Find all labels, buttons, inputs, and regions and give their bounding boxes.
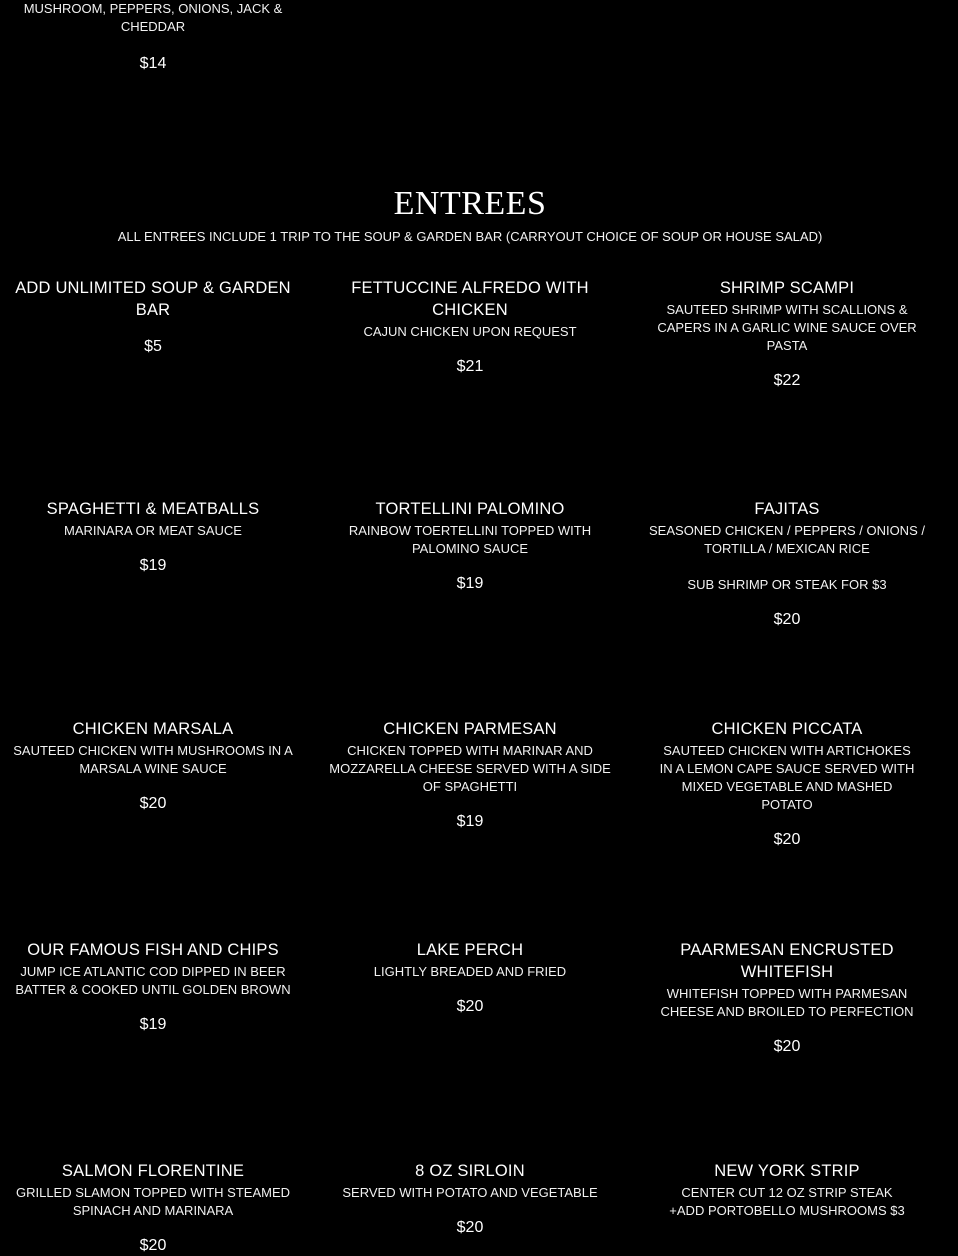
menu-item <box>12 939 294 1035</box>
item-description: JUMP ICE ATLANTIC COD DIPPED IN BEER BATTER & COOKED UNTIL GOLDEN BROWN <box>15 964 291 997</box>
item-name: 8 OZ SIRLOIN <box>415 1162 525 1180</box>
item-price: $19 <box>456 575 484 592</box>
item-description: SAUTEED CHICKEN WITH MUSHROOMS IN A MARSALA WINE SAUCE <box>13 743 293 776</box>
previous-menu-item <box>12 0 294 74</box>
item-price: $19 <box>139 1016 167 1033</box>
item-price: $20 <box>139 1237 167 1254</box>
menu-item <box>329 1160 611 1238</box>
item-name: LAKE PERCH <box>416 941 524 959</box>
menu-item <box>646 498 928 630</box>
section-subtitle: ALL ENTREES INCLUDE 1 TRIP TO THE SOUP & GARDEN BAR (CARRYOUT CHOICE OF SOUP OR HOUSE SALAD) <box>117 229 823 244</box>
menu-item <box>646 939 928 1057</box>
item-description: SERVED WITH POTATO AND VEGETABLE <box>342 1185 598 1200</box>
item-price: $20 <box>456 1219 484 1236</box>
menu-item <box>329 939 611 1017</box>
item-price: $20 <box>773 611 801 628</box>
item-name: PAARMESAN ENCRUSTED WHITEFISH <box>680 941 894 981</box>
item-description: GRILLED SLAMON TOPPED WITH STEAMED SPINACH AND MARINARA <box>15 1185 290 1218</box>
menu-item <box>646 277 928 391</box>
item-price: $19 <box>456 813 484 830</box>
item-name: SHRIMP SCAMPI <box>719 279 855 297</box>
item-description: SEASONED CHICKEN / PEPPERS / ONIONS / TORTILLA / MEXICAN RICE <box>649 523 925 556</box>
menu-item <box>329 498 611 594</box>
item-note: SUB SHRIMP OR STEAK FOR $3 <box>687 577 887 592</box>
item-name: SPAGHETTI & MEATBALLS <box>46 500 260 518</box>
item-name: CHICKEN MARSALA <box>72 720 234 738</box>
item-price: $20 <box>773 831 801 848</box>
menu-item <box>12 718 294 814</box>
item-description: SAUTEED CHICKEN WITH ARTICHOKES IN A LEMON CAPE SAUCE SERVED WITH MIXED VEGETABLE AND MASHED POTATO <box>659 743 915 812</box>
item-description: WHITEFISH TOPPED WITH PARMESAN CHEESE AND BROILED TO PERFECTION <box>660 986 914 1019</box>
item-description: RAINBOW TOERTELLINI TOPPED WITH PALOMINO SAUCE <box>348 523 592 556</box>
item-description: CENTER CUT 12 OZ STRIP STEAK +ADD PORTOBELLO MUSHROOMS $3 <box>669 1185 905 1218</box>
menu-item <box>329 718 611 832</box>
menu-item <box>12 1160 294 1256</box>
menu-item <box>646 1160 928 1220</box>
item-price: $19 <box>139 557 167 574</box>
item-name: NEW YORK STRIP <box>714 1162 860 1180</box>
item-description: MARINARA OR MEAT SAUCE <box>64 523 242 538</box>
item-price: $22 <box>773 372 801 389</box>
item-price: $20 <box>139 795 167 812</box>
item-price: $20 <box>456 998 484 1015</box>
item-price: $21 <box>456 358 484 375</box>
item-name: CHICKEN PICCATA <box>711 720 863 738</box>
item-name: CHICKEN PARMESAN <box>383 720 557 738</box>
item-name: SALMON FLORENTINE <box>61 1162 245 1180</box>
item-description: LIGHTLY BREADED AND FRIED <box>373 964 567 979</box>
item-name: FETTUCCINE ALFREDO WITH CHICKEN <box>351 279 589 319</box>
menu-item <box>12 277 294 357</box>
item-name: ADD UNLIMITED SOUP & GARDEN BAR <box>15 279 291 319</box>
item-price: $14 <box>139 55 167 72</box>
item-price: $20 <box>773 1038 801 1055</box>
item-price: $5 <box>144 338 162 355</box>
item-name: FAJITAS <box>754 500 820 518</box>
menu-item <box>646 718 928 850</box>
menu-item <box>329 277 611 377</box>
item-name: OUR FAMOUS FISH AND CHIPS <box>27 941 279 959</box>
item-description: SAUTEED SHRIMP WITH SCALLIONS & CAPERS IN A GARLIC WINE SAUCE OVER PASTA <box>657 302 917 353</box>
section-title: ENTREES <box>393 185 547 222</box>
item-description: MUSHROOM, PEPPERS, ONIONS, JACK & CHEDDAR <box>23 1 283 34</box>
item-description: CHICKEN TOPPED WITH MARINAR AND MOZZARELLA CHEESE SERVED WITH A SIDE OF SPAGHETTI <box>329 743 611 794</box>
menu-item <box>12 498 294 576</box>
item-description: CAJUN CHICKEN UPON REQUEST <box>363 324 577 339</box>
item-name: TORTELLINI PALOMINO <box>375 500 565 518</box>
